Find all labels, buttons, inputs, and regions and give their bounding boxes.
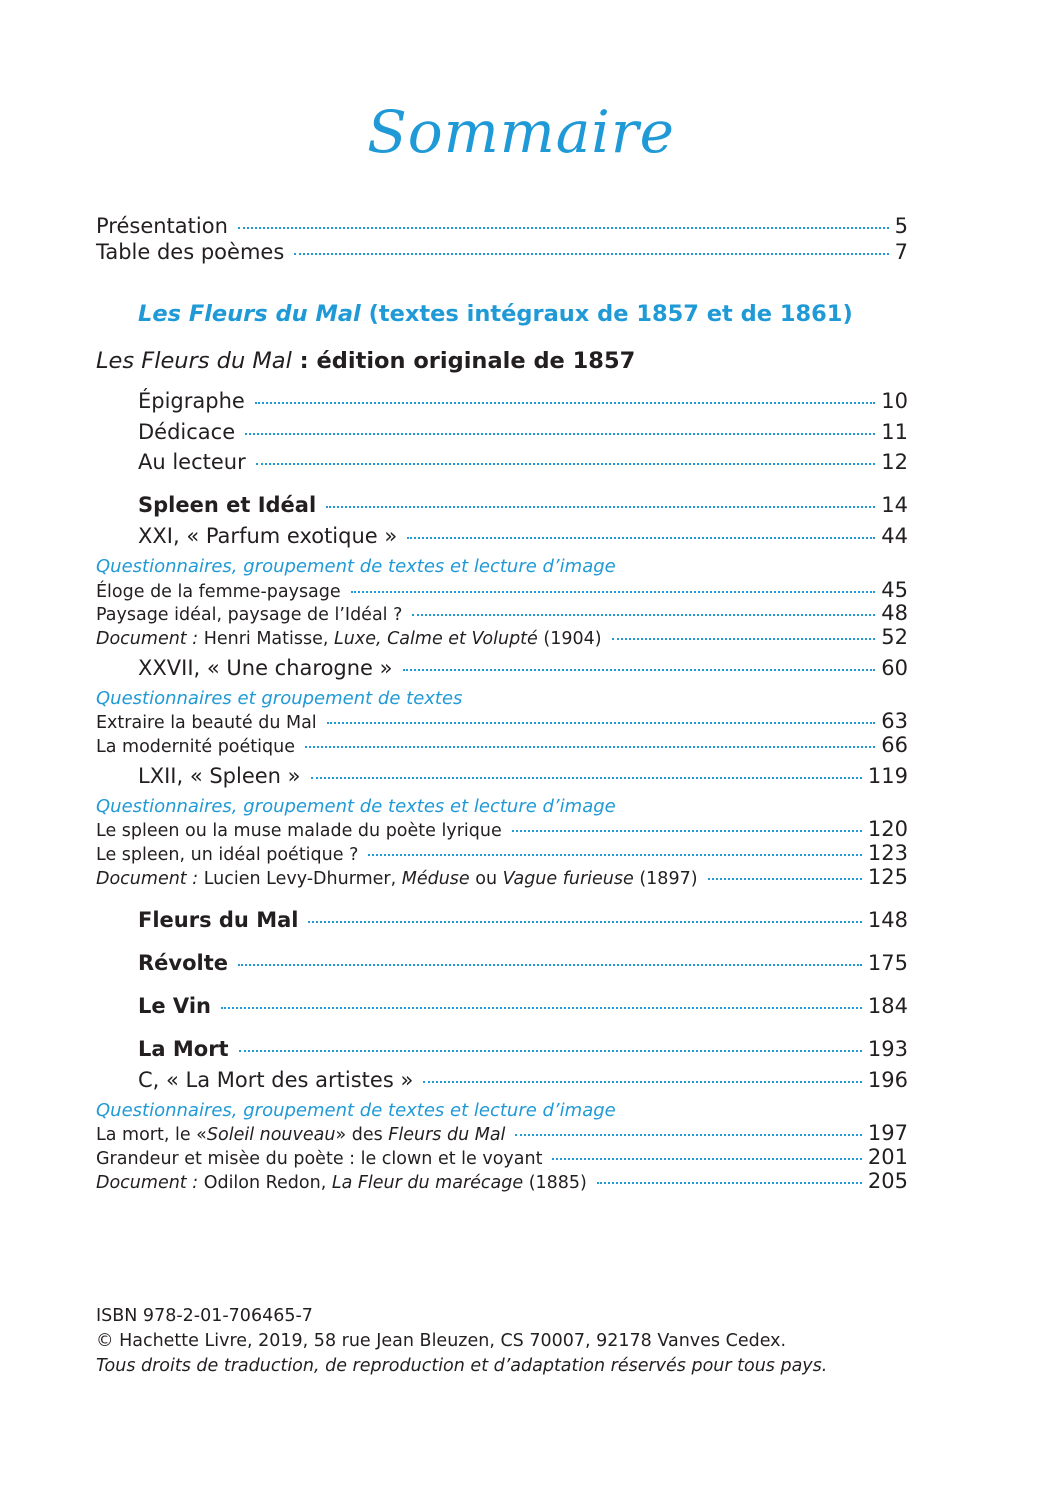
edition-heading-title: Les Fleurs du Mal [96, 348, 292, 374]
page-number: 123 [867, 841, 908, 865]
document-work: Méduse [401, 869, 470, 889]
dot-leader [245, 433, 875, 435]
dot-leader [368, 854, 862, 856]
entry-label [96, 1172, 587, 1195]
questionnaire-heading: Questionnaires, groupement de textes et lecture d’image [96, 556, 616, 577]
dot-leader [238, 964, 862, 966]
entry-label: La modernité poétique [96, 737, 295, 757]
entry-label: Dédicace [138, 420, 236, 444]
entry-label: Spleen et Idéal [138, 493, 317, 517]
entry-italic: Fleurs du Mal [388, 1125, 506, 1145]
toc-entry-fleurs-du-mal[interactable] [138, 906, 908, 934]
page-number: 48 [881, 601, 908, 625]
entry-label: Présentation [96, 214, 228, 238]
toc-entry-mort-des-artistes[interactable] [138, 1066, 908, 1094]
page-number: 44 [881, 524, 908, 548]
toc-entry-eloge[interactable] [96, 579, 908, 602]
document-prefix: Document : [96, 1173, 199, 1193]
document-prefix: Document : [96, 869, 199, 889]
dot-leader [308, 921, 861, 923]
dot-leader [407, 537, 875, 539]
document-work: La Fleur du marécage [331, 1173, 524, 1193]
toc-entry-le-vin[interactable] [138, 992, 908, 1020]
page-number: 7 [894, 240, 908, 264]
dot-leader [239, 1050, 862, 1052]
entry-label: LXII, « Spleen » [138, 764, 301, 788]
toc-entry-extraire[interactable] [96, 710, 908, 733]
questionnaire-heading: Questionnaires, groupement de textes et lecture d’image [96, 1100, 616, 1121]
entry-label: Fleurs du Mal [138, 908, 299, 932]
entry-label [96, 1124, 505, 1147]
dot-leader [423, 1081, 862, 1083]
toc-entry-dedicace[interactable] [138, 418, 908, 446]
section-heading [138, 298, 853, 330]
toc-entry-document-matisse[interactable] [96, 626, 908, 649]
edition-heading [96, 345, 635, 377]
dot-leader [311, 777, 862, 779]
page-number: 45 [881, 578, 908, 602]
page-number: 52 [881, 625, 908, 649]
dot-leader [256, 463, 876, 465]
questionnaire-heading: Questionnaires et groupement de textes [96, 688, 463, 709]
document-author: Lucien Levy-Dhurmer, [198, 869, 402, 889]
isbn: ISBN 978-2-01-706465-7 [96, 1306, 313, 1326]
page-number: 184 [867, 994, 908, 1018]
page-number: 205 [867, 1169, 908, 1193]
document-author: Odilon Redon, [198, 1173, 332, 1193]
dot-leader [238, 227, 889, 229]
page-number: 66 [881, 733, 908, 757]
dot-leader [351, 591, 876, 593]
document-year: (1904) [537, 629, 602, 649]
dot-leader [512, 830, 862, 832]
page-number: 175 [867, 951, 908, 975]
entry-label: Paysage idéal, paysage de l’Idéal ? [96, 605, 403, 625]
toc-entry-spleen-ideal-poetique[interactable] [96, 842, 908, 865]
dot-leader [327, 722, 876, 724]
page-number: 10 [881, 389, 908, 413]
dot-leader [515, 1134, 862, 1136]
dot-leader [294, 253, 888, 255]
entry-text: La mort, le [96, 1125, 197, 1145]
document-work-2: Vague furieuse [502, 869, 634, 889]
toc-entry-epigraphe[interactable] [138, 387, 908, 415]
entry-label [96, 868, 698, 891]
close-quote: » [335, 1125, 347, 1145]
page-number: 193 [867, 1037, 908, 1061]
open-quote: « [196, 1125, 207, 1145]
document-author: Henri Matisse, [198, 629, 334, 649]
toc-entry-parfum-exotique[interactable] [138, 522, 908, 550]
entry-label: Grandeur et misèe du poète : le clown et le voyant [96, 1149, 543, 1169]
dot-leader [305, 746, 875, 748]
section-heading-rest: (textes intégraux de 1857 et de 1861) [360, 301, 853, 327]
entry-label: Le spleen ou la muse malade du poète lyrique [96, 821, 502, 841]
toc-entry-spleen-poem[interactable] [138, 762, 908, 790]
entry-label: Révolte [138, 951, 229, 975]
toc-entry-document-redon[interactable] [96, 1170, 908, 1193]
dot-leader [326, 506, 875, 508]
entry-label: Extraire la beauté du Mal [96, 713, 317, 733]
page-number: 148 [867, 908, 908, 932]
toc-entry-soleil-nouveau[interactable] [96, 1122, 908, 1145]
page-number: 197 [867, 1121, 908, 1145]
toc-entry-revolte[interactable] [138, 949, 908, 977]
entry-label: Épigraphe [138, 389, 245, 413]
toc-entry-presentation[interactable] [96, 213, 908, 239]
toc-entry-modernite[interactable] [96, 734, 908, 757]
entry-label: Table des poèmes [96, 240, 285, 264]
toc-entry-paysage-ideal[interactable] [96, 602, 908, 625]
entry-label: Au lecteur [138, 450, 246, 474]
entry-label: C, « La Mort des artistes » [138, 1068, 414, 1092]
document-prefix: Document : [96, 629, 199, 649]
dot-leader [597, 1182, 862, 1184]
dot-leader [612, 638, 876, 640]
entry-label: XXI, « Parfum exotique » [138, 524, 398, 548]
toc-entry-document-levy-dhurmer[interactable] [96, 866, 908, 889]
document-year: (1897) [633, 869, 698, 889]
entry-italic: Soleil nouveau [206, 1125, 336, 1145]
page-number: 63 [881, 709, 908, 733]
page-number: 196 [867, 1068, 908, 1092]
page-number: 12 [881, 450, 908, 474]
page-number: 60 [881, 656, 908, 680]
entry-label: Éloge de la femme-paysage [96, 582, 341, 602]
questionnaire-heading: Questionnaires, groupement de textes et lecture d’image [96, 796, 616, 817]
dot-leader [221, 1007, 862, 1009]
rights-notice: Tous droits de traduction, de reproduction et d’adaptation réservés pour tous pays. [96, 1356, 828, 1376]
page-number: 201 [867, 1145, 908, 1169]
page-title: Sommaire [367, 98, 675, 166]
toc-entry-au-lecteur[interactable] [138, 448, 908, 476]
toc-entry-muse-malade[interactable] [96, 818, 908, 841]
page-number: 5 [894, 214, 908, 238]
toc-entry-grandeur[interactable] [96, 1146, 908, 1169]
dot-leader [255, 402, 875, 404]
dot-leader [412, 614, 875, 616]
page-number: 120 [867, 817, 908, 841]
page-number: 11 [881, 420, 908, 444]
entry-text: des [346, 1125, 389, 1145]
document-year: (1885) [523, 1173, 587, 1193]
entry-label: Le spleen, un idéal poétique ? [96, 845, 359, 865]
page-number: 125 [867, 865, 908, 889]
copyright: © Hachette Livre, 2019, 58 rue Jean Bleuzen, CS 70007, 92178 Vanves Cedex. [96, 1331, 787, 1351]
page-number: 119 [867, 764, 908, 788]
dot-leader [708, 878, 862, 880]
entry-label [96, 628, 602, 651]
entry-label: La Mort [138, 1037, 229, 1061]
entry-label: XXVII, « Une charogne » [138, 656, 393, 680]
document-connector: ou [469, 869, 503, 889]
entry-label: Le Vin [138, 994, 211, 1018]
edition-heading-rest: : édition originale de 1857 [291, 348, 636, 374]
toc-entry-table-des-poemes[interactable] [96, 239, 908, 265]
toc-entry-une-charogne[interactable] [138, 654, 908, 682]
toc-entry-la-mort[interactable] [138, 1035, 908, 1063]
dot-leader [552, 1158, 861, 1160]
dot-leader [403, 669, 876, 671]
toc-entry-spleen-et-ideal[interactable] [138, 491, 908, 519]
section-heading-title: Les Fleurs du Mal [138, 301, 361, 327]
document-work: Luxe, Calme et Volupté [334, 629, 538, 649]
page-number: 14 [881, 493, 908, 517]
